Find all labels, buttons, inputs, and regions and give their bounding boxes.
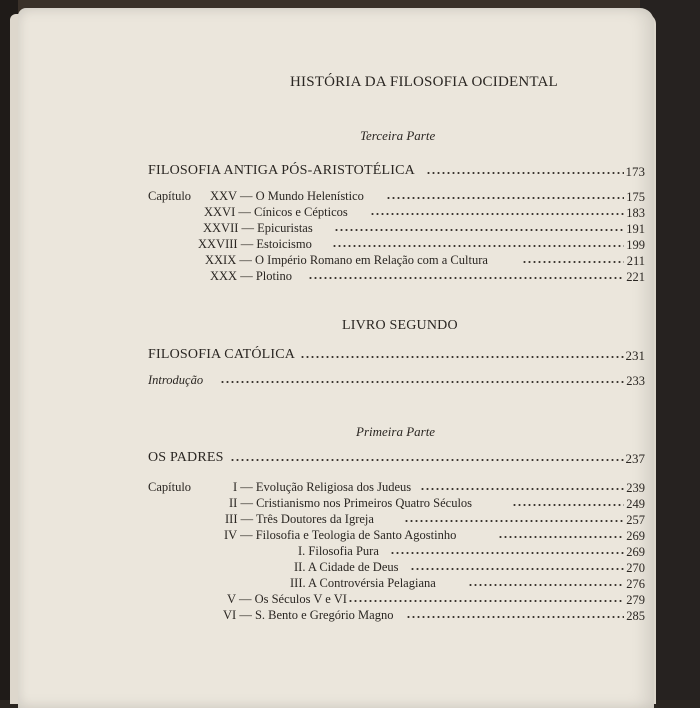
page-number: 173 <box>625 164 645 179</box>
toc-entry-xxix: XXIX — O Império Romano em Relação com a Cultura <box>205 253 488 267</box>
toc-entry-iii: III — Três Doutores da Igreja <box>225 512 374 526</box>
page-number: 237 <box>625 451 645 466</box>
page-number: 231 <box>625 348 645 363</box>
dot-leader <box>522 257 624 267</box>
dot-leader <box>390 548 624 558</box>
dot-leader <box>370 209 624 219</box>
section-title-os-padres: OS PADRES <box>148 450 224 465</box>
page-number: 257 <box>626 513 645 527</box>
dot-leader <box>308 273 624 283</box>
page-number: 239 <box>626 481 645 495</box>
dot-leader <box>334 225 624 235</box>
toc-subentry-filosofia-pura: I. Filosofia Pura <box>298 544 379 558</box>
toc-entry-xxviii: XXVIII — Estoicismo <box>198 237 312 251</box>
section-title-filosofia-catolica: FILOSOFIA CATÓLICA <box>148 347 296 362</box>
book-heading-livro-segundo: LIVRO SEGUNDO <box>342 318 458 333</box>
dot-leader <box>420 484 624 494</box>
page-number: 191 <box>626 222 645 236</box>
toc-entry-vi: VI — S. Bento e Gregório Magno <box>223 608 394 622</box>
part-heading-terceira: Terceira Parte <box>360 128 436 143</box>
toc-entry-iv: IV — Filosofia e Teologia de Santo Agostinho <box>224 528 457 542</box>
book-page <box>18 8 654 708</box>
toc-entry-ii: II — Cristianismo nos Primeiros Quatro Séculos <box>229 496 473 510</box>
toc-subentry-cidade-de-deus: II. A Cidade de Deus <box>294 560 399 574</box>
page-number: 269 <box>626 529 645 543</box>
page-number: 270 <box>626 561 645 575</box>
dot-leader <box>300 352 624 362</box>
page-number: 199 <box>626 238 645 252</box>
dot-leader <box>512 500 624 510</box>
dot-leader <box>332 241 624 251</box>
running-head: HISTÓRIA DA FILOSOFIA OCIDENTAL <box>290 74 558 90</box>
dot-leader <box>426 168 624 178</box>
dot-leader <box>348 596 624 606</box>
dot-leader <box>230 455 624 465</box>
dot-leader <box>386 193 624 203</box>
toc-entry-xxv: XXV — O Mundo Helenístico <box>210 189 364 203</box>
toc-entry-xxx: XXX — Plotino <box>210 269 292 283</box>
dot-leader <box>468 580 624 590</box>
page-number: 211 <box>626 254 645 268</box>
dot-leader <box>220 377 624 387</box>
page-number: 249 <box>626 497 645 511</box>
page-number: 175 <box>626 190 645 204</box>
dot-leader <box>404 516 624 526</box>
page-number: 276 <box>626 577 645 591</box>
chapter-label: Capítulo <box>148 189 192 203</box>
section-title-pos-aristotelica: FILOSOFIA ANTIGA PÓS-ARISTOTÉLICA <box>148 163 415 178</box>
page-number: 269 <box>626 545 645 559</box>
page-number: 183 <box>626 206 645 220</box>
page-number: 221 <box>626 270 645 284</box>
page-number: 285 <box>626 609 645 623</box>
toc-subentry-controversia-pelagiana: III. A Controvérsia Pelagiana <box>290 576 436 590</box>
dot-leader <box>410 564 624 574</box>
toc-entry-introducao: Introdução <box>148 373 204 387</box>
toc-entry-xxvii: XXVII — Epicuristas <box>203 221 313 235</box>
dot-leader <box>406 612 624 622</box>
chapter-label: Capítulo <box>148 480 192 494</box>
page-number: 233 <box>626 374 645 388</box>
toc-entry-i: I — Evolução Religiosa dos Judeus <box>233 480 412 494</box>
dot-leader <box>498 532 624 542</box>
toc-entry-v: V — Os Séculos V e VI <box>227 592 347 606</box>
toc-entry-xxvi: XXVI — Cínicos e Cépticos <box>204 205 348 219</box>
part-heading-primeira: Primeira Parte <box>356 424 436 439</box>
page-number: 279 <box>626 593 645 607</box>
